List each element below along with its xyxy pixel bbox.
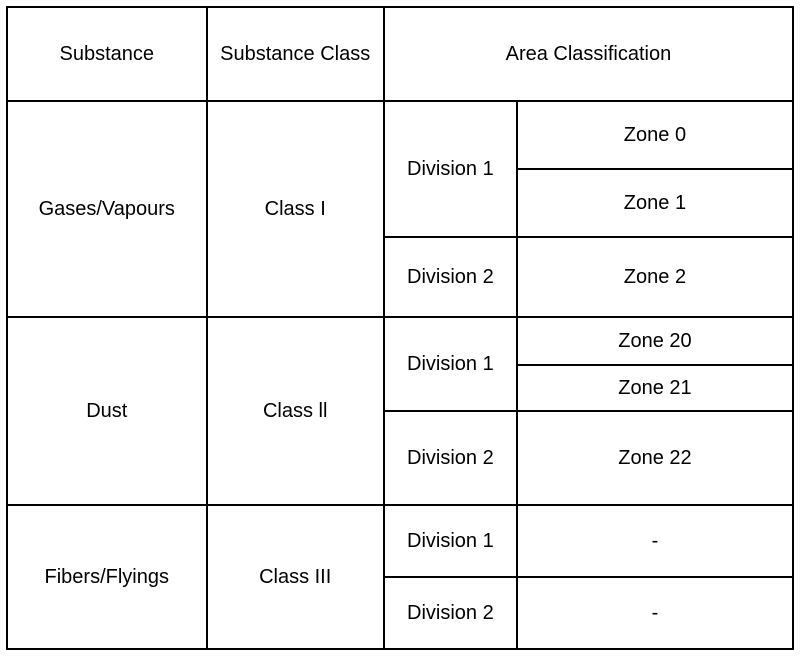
cell-substance-class: Class ll: [207, 317, 384, 505]
cell-division: Division 1: [384, 317, 517, 411]
table-document: [0, 6, 800, 670]
cell-zone: Zone 21: [517, 365, 793, 411]
cell-zone: Zone 22: [517, 411, 793, 505]
table-row: [7, 101, 793, 169]
cell-substance: Gases/Vapours: [7, 101, 207, 317]
cell-zone: Zone 2: [517, 237, 793, 317]
cell-zone: Zone 20: [517, 317, 793, 365]
cell-substance-class: Class III: [207, 505, 384, 649]
cell-division: Division 1: [384, 505, 517, 577]
area-classification-table: [6, 6, 794, 650]
cell-division: Division 2: [384, 411, 517, 505]
cell-substance: Fibers/Flyings: [7, 505, 207, 649]
header-substance: Substance: [7, 7, 207, 101]
table-row: [7, 317, 793, 365]
table-row: [7, 505, 793, 577]
cell-substance-class: Class I: [207, 101, 384, 317]
table-header-row: [7, 7, 793, 101]
header-area-classification: Area Classification: [384, 7, 793, 101]
cell-zone: Zone 1: [517, 169, 793, 237]
cell-substance: Dust: [7, 317, 207, 505]
cell-division: Division 2: [384, 577, 517, 649]
header-substance-class: Substance Class: [207, 7, 384, 101]
cell-zone: -: [517, 505, 793, 577]
cell-division: Division 2: [384, 237, 517, 317]
cell-division: Division 1: [384, 101, 517, 237]
cell-zone: Zone 0: [517, 101, 793, 169]
cell-zone: -: [517, 577, 793, 649]
